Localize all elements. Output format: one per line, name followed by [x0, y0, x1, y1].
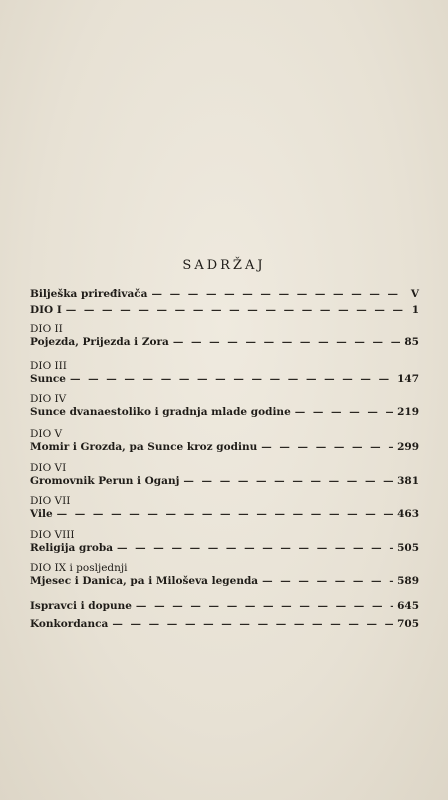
dash-leader [112, 618, 393, 631]
dash-leader [117, 542, 393, 555]
entry-title: Religija groba [30, 542, 113, 554]
dash-leader [261, 441, 393, 454]
page-number: 219 [397, 406, 419, 418]
part-label: DIO VI [30, 462, 67, 474]
part-label: DIO IV [30, 393, 67, 405]
dash-leader [262, 575, 393, 588]
dash-leader [70, 373, 393, 386]
toc-entry-ispravci [30, 600, 419, 613]
page-number: 381 [397, 475, 419, 487]
page-number: 299 [397, 441, 419, 453]
dash-leader [136, 600, 393, 613]
dash-leader [183, 475, 393, 488]
dash-leader [57, 508, 393, 521]
page-number: 463 [397, 508, 419, 520]
part-label: DIO V [30, 428, 63, 440]
entry-title: Sunce [30, 373, 66, 385]
entry-title: Momir i Grozda, pa Sunce kroz godinu [30, 441, 258, 453]
toc-entry-dio-5 [30, 428, 419, 454]
toc-entry-dio-2 [30, 323, 419, 349]
page-number: 1 [411, 304, 419, 316]
dash-leader [151, 288, 405, 301]
part-label: DIO III [30, 360, 67, 372]
page-number: 645 [397, 600, 419, 612]
page-number: 705 [397, 618, 419, 630]
part-label: DIO IX i posljednji [30, 562, 128, 574]
entry-title: Pojezda, Prijezda i Zora [30, 336, 169, 348]
part-label: DIO VIII [30, 529, 75, 541]
dash-leader [295, 406, 393, 419]
entry-title: Vile [30, 508, 53, 520]
page-number: 505 [397, 542, 419, 554]
toc-entry-dio-3 [30, 360, 419, 386]
page-number: V [410, 288, 419, 300]
toc-entry-dio-1 [30, 304, 419, 317]
toc-entry-dio-4 [30, 393, 419, 419]
entry-title: Mjesec i Danica, pa i Miloševa legenda [30, 575, 259, 587]
entry-title: Gromovnik Perun i Oganj [30, 475, 180, 487]
toc-entry-dio-7 [30, 495, 419, 521]
dash-leader [66, 304, 405, 317]
entry-title: Ispravci i dopune [30, 600, 132, 612]
toc-entry-biljeska [30, 288, 419, 301]
toc-entry-dio-9 [30, 562, 419, 588]
part-label: DIO II [30, 323, 63, 335]
toc-entry-dio-6 [30, 462, 419, 488]
page-number: 85 [404, 336, 419, 348]
toc-entry-dio-8 [30, 529, 419, 555]
part-label: DIO VII [30, 495, 71, 507]
page-number: 589 [397, 575, 419, 587]
dash-leader [173, 336, 401, 349]
entry-title: Bilješka priređivača [30, 288, 148, 300]
entry-title: Sunce dvanaestoliko i gradnja mlade godine [30, 406, 291, 418]
entry-title: Konkordanca [30, 618, 109, 630]
page-title: SADRŽAJ [182, 258, 266, 273]
entry-title: DIO I [30, 304, 62, 316]
toc-entry-konkordanca [30, 618, 419, 631]
page-number: 147 [397, 373, 419, 385]
